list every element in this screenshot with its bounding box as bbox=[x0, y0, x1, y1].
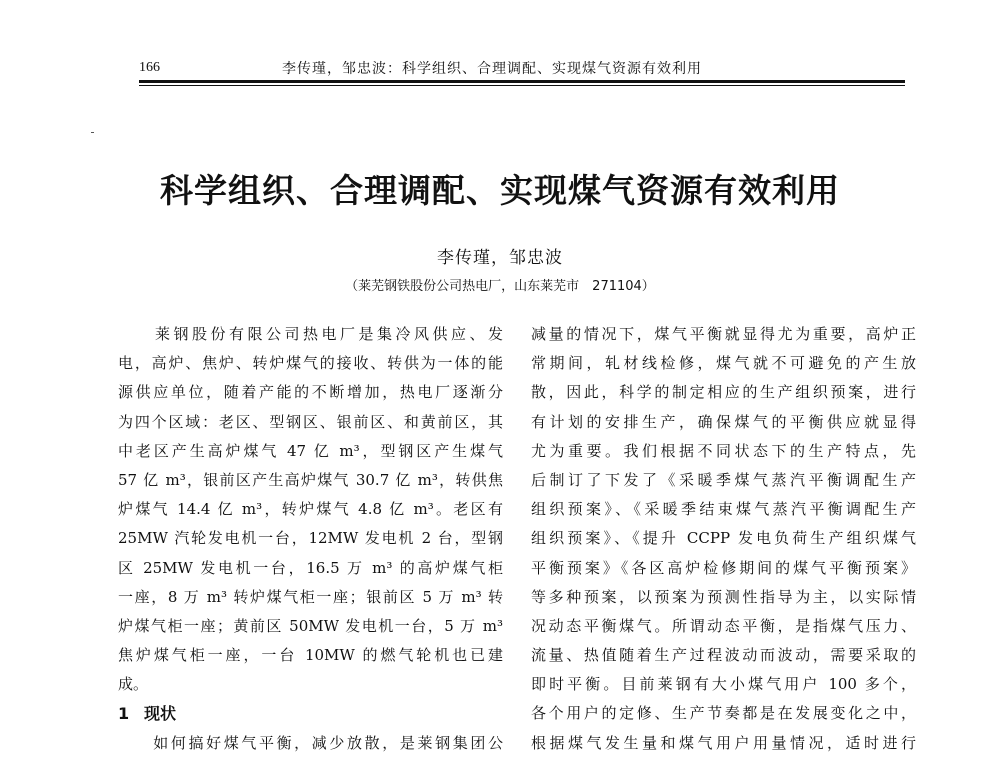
text-line: 源供应单位，随着产能的不断增加，热电厂逐渐分 bbox=[118, 383, 503, 402]
text-line: 炉煤气柜一座；黄前区 50MW 发电机一台，5 万 m³ bbox=[118, 616, 503, 635]
text-line: 常期间，轧材线检修，煤气就不可避免的产生放 bbox=[531, 354, 916, 373]
header-rule bbox=[139, 80, 905, 83]
text-line: 25MW 汽轮发电机一台，12MW 发电机 2 台，型钢 bbox=[118, 529, 503, 548]
text-line: 散，因此，科学的制定相应的生产组织预案，进行 bbox=[531, 383, 916, 402]
text-line: 一座，8 万 m³ 转炉煤气柜一座；银前区 5 万 m³ 转 bbox=[118, 587, 503, 606]
header-rule-thin bbox=[139, 85, 905, 86]
text-line: 根据煤气发生量和煤气用户用量情况，适时进行 bbox=[531, 733, 916, 752]
text-line: 区 25MW 发电机一台，16.5 万 m³ 的高炉煤气柜 bbox=[118, 558, 503, 577]
text-line: 流量、热值随着生产过程波动而波动，需要采取的 bbox=[531, 646, 916, 665]
text-line: 尤为重要。我们根据不同状态下的生产特点，先 bbox=[531, 441, 916, 460]
text-line: 后制订了下发了《采暖季煤气蒸汽平衡调配生产 bbox=[531, 470, 916, 489]
text-line: 电，高炉、焦炉、转炉煤气的接收、转供为一体的能 bbox=[118, 354, 503, 373]
authors: 李传瑾，邹忠波 bbox=[437, 248, 563, 268]
text-line: 莱钢股份有限公司热电厂是集冷风供应、发 bbox=[118, 325, 503, 343]
text-line: 成。 bbox=[118, 675, 149, 694]
section-heading bbox=[118, 699, 503, 728]
text-line: 平衡预案》《各区高炉检修期间的煤气平衡预案》 bbox=[531, 558, 916, 577]
text-line: 57 亿 m³，银前区产生高炉煤气 30.7 亿 m³，转供焦 bbox=[118, 470, 503, 489]
text-line: 即时平衡。目前莱钢有大小煤气用户 100 多个， bbox=[531, 675, 916, 694]
text-line: 中老区产生高炉煤气 47 亿 m³，型钢区产生煤气 bbox=[118, 441, 503, 460]
section-title: 现状 bbox=[144, 704, 177, 724]
affiliation: （莱芜钢铁股份公司热电厂，山东莱芜市 271104） bbox=[345, 279, 655, 294]
left-column bbox=[118, 320, 503, 758]
running-header: 李传瑾，邹忠波：科学组织、合理调配、实现煤气资源有效利用 bbox=[282, 61, 702, 77]
paper-title: 科学组织、合理调配、实现煤气资源有效利用 bbox=[160, 171, 840, 210]
text-line: 有计划的安排生产，确保煤气的平衡供应就显得 bbox=[531, 412, 916, 431]
text-line: 为四个区域：老区、型钢区、银前区、和黄前区，其 bbox=[118, 412, 503, 431]
text-line: 组织预案》、《采暖季结束煤气蒸汽平衡调配生产 bbox=[531, 500, 916, 519]
text-line: 减量的情况下，煤气平衡就显得尤为重要，高炉正 bbox=[531, 325, 916, 343]
text-line: 炉煤气 14.4 亿 m³，转炉煤气 4.8 亿 m³。老区有 bbox=[118, 500, 503, 519]
page-number: 166 bbox=[139, 60, 160, 75]
section-number: 1 bbox=[118, 704, 130, 724]
text-line: 等多种预案，以预案为预测性指导为主，以实际情 bbox=[531, 587, 916, 606]
right-column bbox=[531, 320, 916, 758]
text-line: 焦炉煤气柜一座，一台 10MW 的燃气轮机也已建 bbox=[118, 646, 503, 665]
text-line: 如何搞好煤气平衡，减少放散，是莱钢集团公 bbox=[118, 733, 503, 752]
text-line: 各个用户的定修、生产节奏都是在发展变化之中， bbox=[531, 704, 916, 723]
text-line: 况动态平衡煤气。所谓动态平衡，是指煤气压力、 bbox=[531, 616, 916, 635]
scan-speck bbox=[91, 132, 94, 133]
text-line: 组织预案》、《提升 CCPP 发电负荷生产组织煤气 bbox=[531, 529, 916, 548]
